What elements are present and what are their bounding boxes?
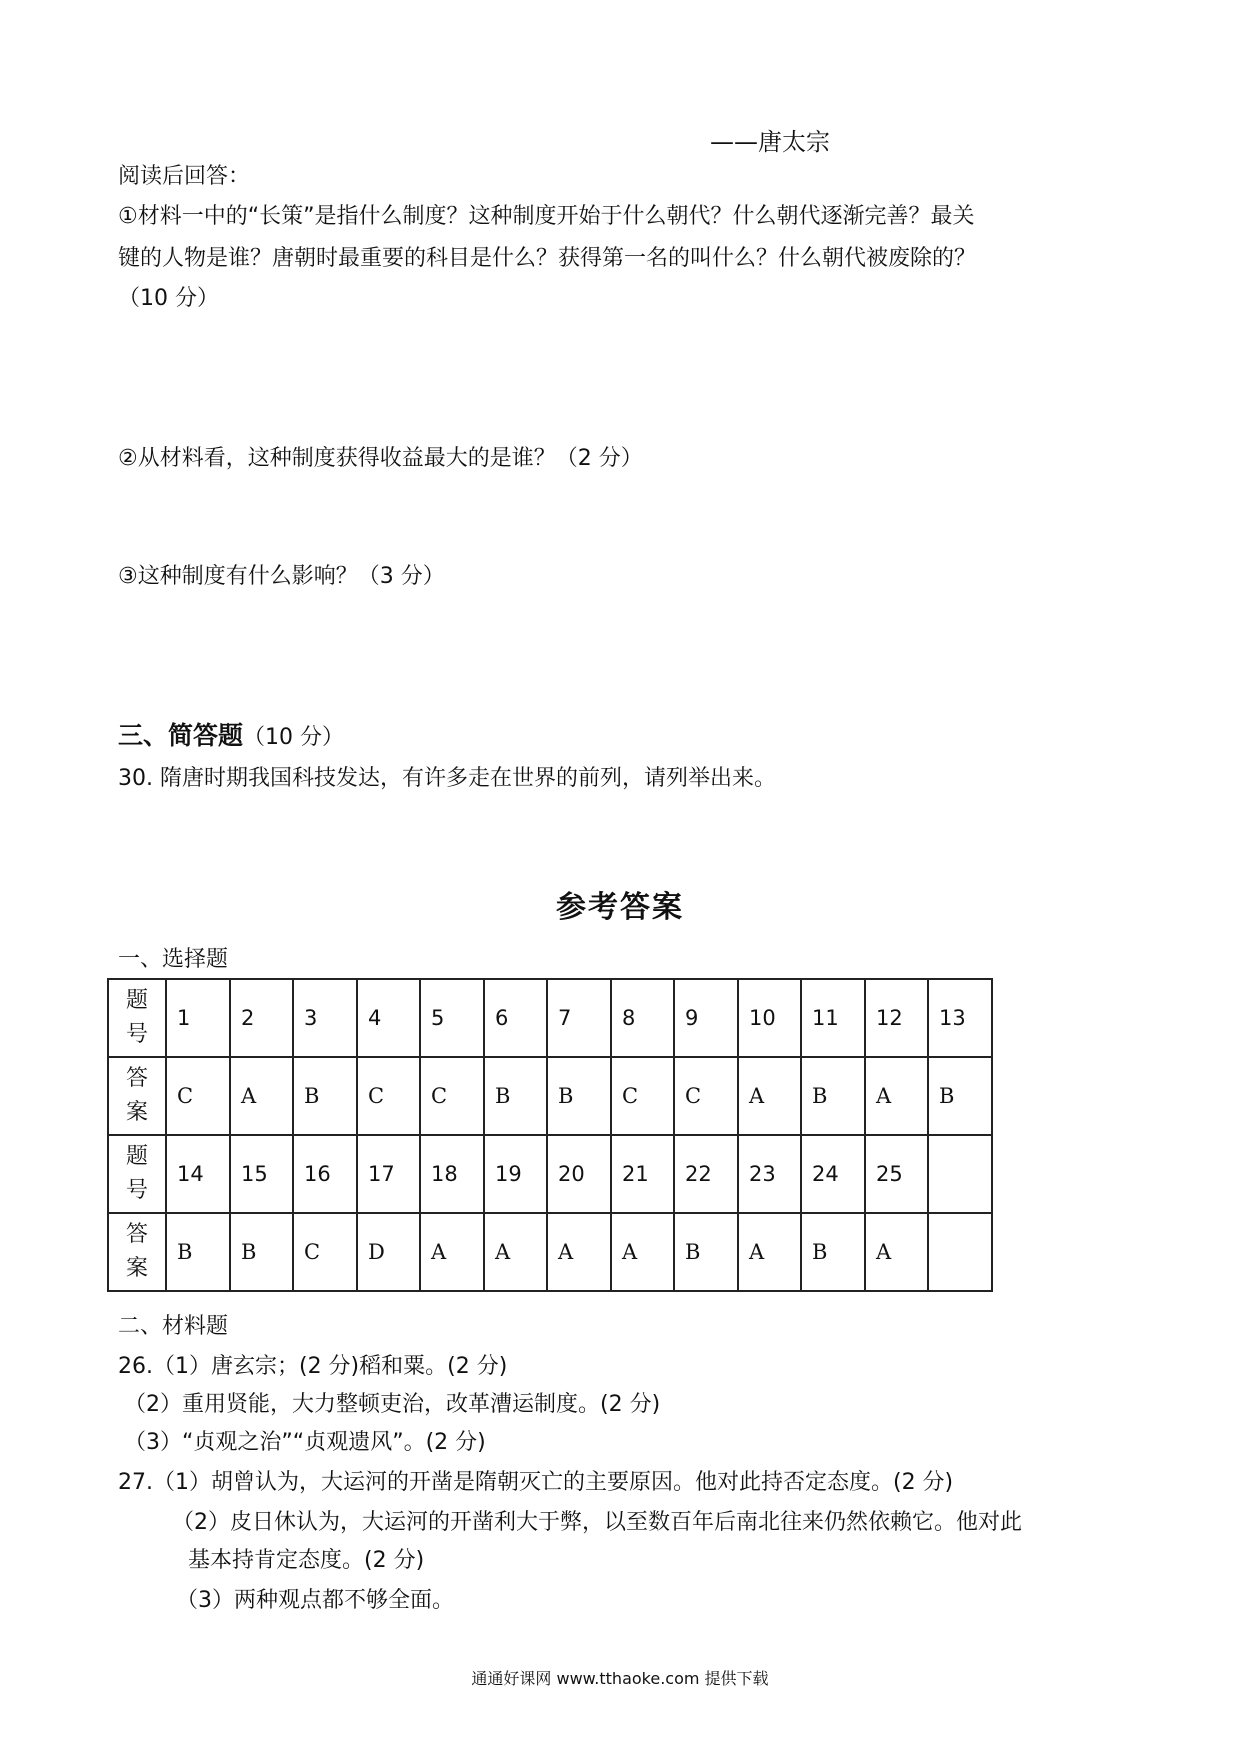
row-header-char: 案 <box>125 1100 148 1125</box>
answer-26-2: （2）重用贤能，大力整顿吏治，改革漕运制度。(2 分) <box>124 1392 661 1417</box>
question-number-cell: 10 <box>738 979 801 1057</box>
row-header <box>108 1213 166 1291</box>
answer-cell: C <box>674 1057 738 1135</box>
answer-cell: B <box>230 1213 293 1291</box>
question-number-cell: 1 <box>166 979 230 1057</box>
answer-cell: C <box>357 1057 420 1135</box>
question-number-cell: 18 <box>420 1135 484 1213</box>
answer-26-3: （3）“贞观之治”“贞观遗风”。(2 分) <box>124 1430 486 1455</box>
answer-cell: B <box>801 1057 865 1135</box>
answer-cell: A <box>738 1057 801 1135</box>
question-2: ②从材料看，这种制度获得收益最大的是谁？（2 分） <box>118 446 643 471</box>
answer-cell: C <box>611 1057 674 1135</box>
row-header-char: 号 <box>125 1178 148 1203</box>
row-header <box>108 1057 166 1135</box>
row-header <box>108 979 166 1057</box>
answer-table <box>107 978 993 1292</box>
row-header-char: 答 <box>125 1066 148 1091</box>
part-1-label: 一、选择题 <box>118 947 229 972</box>
answer-cell: C <box>293 1213 357 1291</box>
question-number-cell: 23 <box>738 1135 801 1213</box>
question-number-cell: 22 <box>674 1135 738 1213</box>
question-number-cell: 8 <box>611 979 674 1057</box>
page-footer: 通通好课网 www.tthaoke.com 提供下载 <box>471 1669 769 1688</box>
answer-cell: B <box>801 1213 865 1291</box>
answer-cell: A <box>230 1057 293 1135</box>
question-number-cell: 13 <box>928 979 992 1057</box>
answer-cell: C <box>166 1057 230 1135</box>
answer-cell: A <box>611 1213 674 1291</box>
answer-cell: B <box>928 1057 992 1135</box>
question-number-cell: 7 <box>547 979 611 1057</box>
question-number-cell: 3 <box>293 979 357 1057</box>
answer-cell: B <box>166 1213 230 1291</box>
table-row <box>108 1213 992 1291</box>
row-header-char: 题 <box>125 1144 148 1169</box>
question-number-cell: 9 <box>674 979 738 1057</box>
question-number-cell: 6 <box>484 979 547 1057</box>
question-number-cell: 2 <box>230 979 293 1057</box>
question-number-cell: 15 <box>230 1135 293 1213</box>
answer-26-1: 26.（1）唐玄宗；(2 分)稻和粟。(2 分) <box>118 1354 508 1379</box>
part-2-label: 二、材料题 <box>118 1314 229 1339</box>
question-number-cell: 19 <box>484 1135 547 1213</box>
question-number-cell: 16 <box>293 1135 357 1213</box>
question-number-cell: 4 <box>357 979 420 1057</box>
question-number-cell: 20 <box>547 1135 611 1213</box>
answer-cell: A <box>865 1057 928 1135</box>
table-row <box>108 1057 992 1135</box>
question-number-cell: 14 <box>166 1135 230 1213</box>
answer-cell: B <box>674 1213 738 1291</box>
question-number-cell: 25 <box>865 1135 928 1213</box>
answer-27-1: 27.（1）胡曾认为，大运河的开凿是隋朝灭亡的主要原因。他对此持否定态度。(2 分) <box>118 1470 954 1495</box>
question-number-cell: 17 <box>357 1135 420 1213</box>
question-30: 30. 隋唐时期我国科技发达，有许多走在世界的前列，请列举出来。 <box>118 766 776 791</box>
answer-cell: A <box>738 1213 801 1291</box>
table-row <box>108 979 992 1057</box>
answer-cell: B <box>293 1057 357 1135</box>
row-header-char: 案 <box>125 1256 148 1281</box>
answer-cell: A <box>865 1213 928 1291</box>
question-number-cell: 24 <box>801 1135 865 1213</box>
table-row <box>108 1135 992 1213</box>
answer-27-2-line-1: （2）皮日休认为，大运河的开凿利大于弊，以至数百年后南北往来仍然依赖它。他对此 <box>172 1510 1022 1535</box>
empty-cell <box>928 1135 992 1213</box>
answer-cell: B <box>547 1057 611 1135</box>
row-header-char: 答 <box>125 1222 148 1247</box>
row-header <box>108 1135 166 1213</box>
question-1-line-1: ①材料一中的“长策”是指什么制度？这种制度开始于什么朝代？什么朝代逐渐完善？最关 <box>118 204 975 229</box>
answer-cell: B <box>484 1057 547 1135</box>
section-3-title: 三、简答题 <box>118 721 244 750</box>
answer-27-3: （3）两种观点都不够全面。 <box>176 1588 454 1613</box>
answer-cell: A <box>547 1213 611 1291</box>
answer-27-2-line-2: 基本持肯定态度。(2 分) <box>188 1548 425 1573</box>
question-1-line-2: 键的人物是谁？唐朝时最重要的科目是什么？获得第一名的叫什么？什么朝代被废除的？ <box>118 246 977 271</box>
question-number-cell: 11 <box>801 979 865 1057</box>
answer-cell: A <box>484 1213 547 1291</box>
question-number-cell: 21 <box>611 1135 674 1213</box>
row-header-char: 号 <box>125 1022 148 1047</box>
section-3-score: （10 分） <box>243 725 345 750</box>
question-1-score: （10 分） <box>118 286 219 311</box>
reading-prompt: 阅读后回答： <box>118 164 251 189</box>
answers-title: 参考答案 <box>556 890 684 925</box>
section-3-heading <box>118 718 344 756</box>
question-number-cell: 12 <box>865 979 928 1057</box>
answer-cell: D <box>357 1213 420 1291</box>
empty-cell <box>928 1213 992 1291</box>
quote-attribution: ——唐太宗 <box>710 128 830 156</box>
answer-cell: C <box>420 1057 484 1135</box>
answer-cell: A <box>420 1213 484 1291</box>
question-3: ③这种制度有什么影响？（3 分） <box>118 564 445 589</box>
question-number-cell: 5 <box>420 979 484 1057</box>
row-header-char: 题 <box>125 988 148 1013</box>
